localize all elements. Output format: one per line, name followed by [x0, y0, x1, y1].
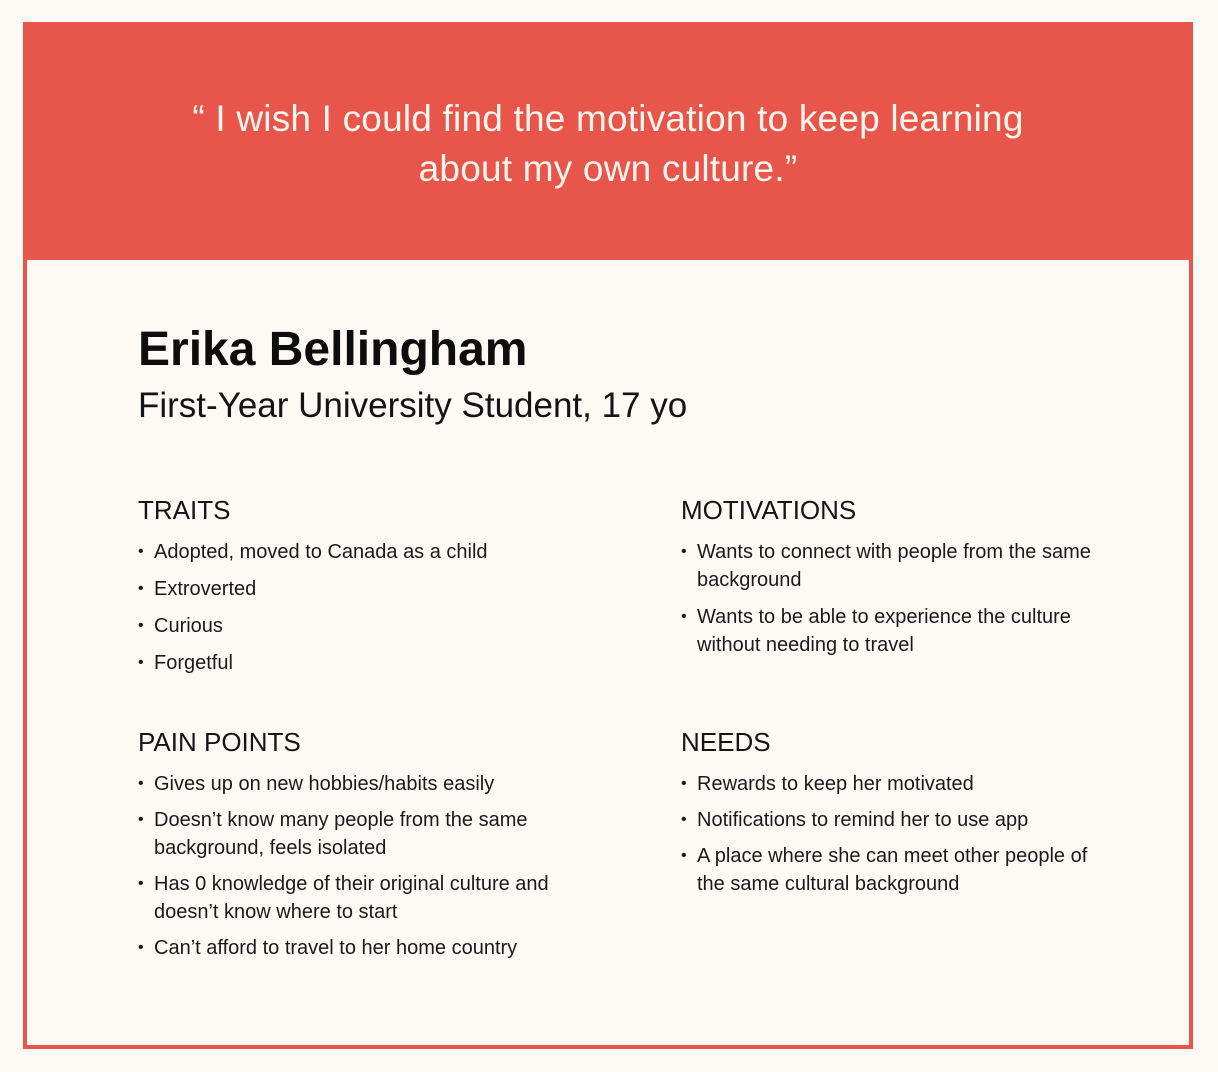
quote-banner [23, 22, 1193, 260]
pain-points-section [138, 726, 608, 970]
persona-name: Erika Bellingham [138, 323, 528, 376]
persona-quote: “ I wish I could find the motivation to keep learning about my own culture.” [192, 98, 1024, 189]
list-item: • Curious [138, 612, 608, 640]
motivations-heading: MOTIVATIONS [681, 495, 857, 525]
list-item: • A place where she can meet other people of the same cultural background [681, 842, 1101, 898]
list-item: • Can’t afford to travel to her home country [138, 934, 608, 962]
motivations-list [681, 538, 1101, 659]
list-item: • Wants to connect with people from the same background [681, 538, 1101, 594]
traits-list [138, 538, 608, 677]
persona-role: First-Year University Student, 17 yo [138, 386, 688, 425]
motivations-section [681, 494, 1101, 668]
needs-section [681, 726, 1101, 906]
list-item: • Adopted, moved to Canada as a child [138, 538, 608, 566]
list-item: • Notifications to remind her to use app [681, 806, 1101, 834]
list-item: • Extroverted [138, 575, 608, 603]
list-item: • Doesn’t know many people from the same background, feels isolated [138, 806, 608, 862]
list-item: • Forgetful [138, 649, 608, 677]
needs-heading: NEEDS [681, 727, 771, 757]
needs-list [681, 770, 1101, 898]
pain-points-heading: PAIN POINTS [138, 727, 301, 757]
list-item: • Rewards to keep her motivated [681, 770, 1101, 798]
pain-points-list [138, 770, 608, 962]
list-item: • Has 0 knowledge of their original culture and doesn’t know where to start [138, 870, 608, 926]
traits-heading: TRAITS [138, 495, 231, 525]
list-item: • Wants to be able to experience the culture without needing to travel [681, 603, 1101, 659]
traits-section [138, 494, 608, 686]
list-item: • Gives up on new hobbies/habits easily [138, 770, 608, 798]
